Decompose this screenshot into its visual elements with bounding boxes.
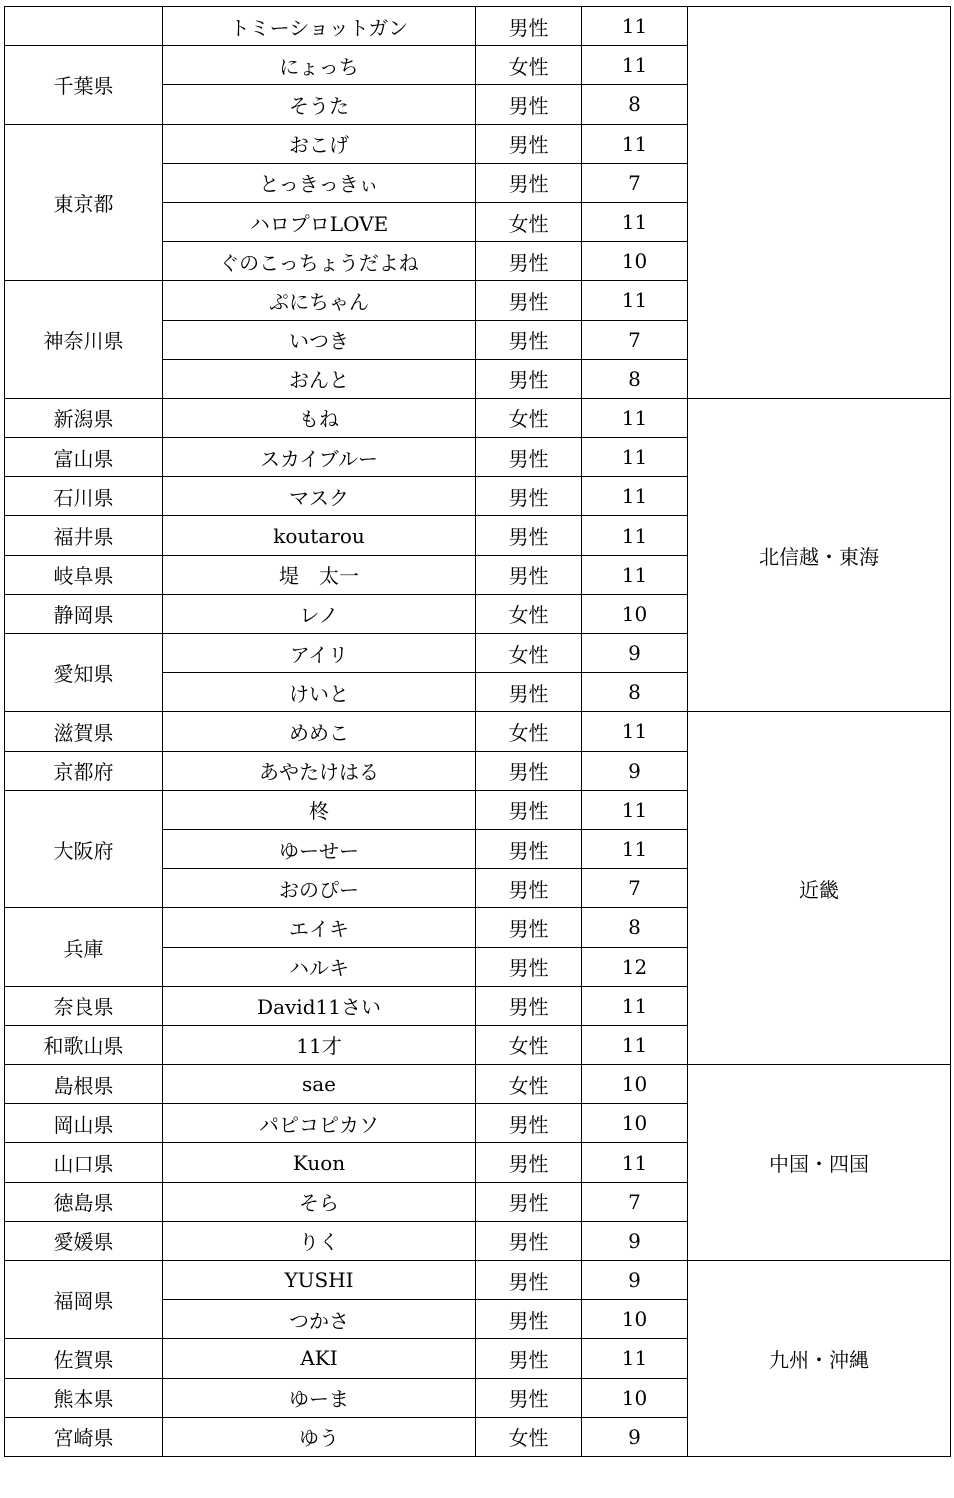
participant-name-cell: YUSHI — [163, 1261, 476, 1300]
gender-cell: 男性 — [476, 359, 582, 398]
table-row — [5, 7, 951, 46]
participant-name-cell: けいと — [163, 673, 476, 712]
region-cell — [688, 7, 951, 399]
age-cell: 10 — [582, 1065, 688, 1104]
prefecture-cell: 東京都 — [5, 124, 163, 281]
age-cell: 8 — [582, 359, 688, 398]
age-cell: 11 — [582, 438, 688, 477]
gender-cell: 男性 — [476, 1104, 582, 1143]
participant-name-cell: スカイブルー — [163, 438, 476, 477]
participant-name-cell: 柊 — [163, 790, 476, 829]
table-row — [5, 712, 951, 751]
prefecture-cell: 京都府 — [5, 751, 163, 790]
gender-cell: 男性 — [476, 242, 582, 281]
age-cell: 10 — [582, 594, 688, 633]
age-cell: 9 — [582, 1261, 688, 1300]
participant-name-cell: David11さい — [163, 986, 476, 1025]
age-cell: 10 — [582, 1378, 688, 1417]
participant-name-cell: ゆーま — [163, 1378, 476, 1417]
gender-cell: 女性 — [476, 712, 582, 751]
age-cell: 10 — [582, 242, 688, 281]
gender-cell: 男性 — [476, 1300, 582, 1339]
gender-cell: 男性 — [476, 438, 582, 477]
prefecture-cell: 熊本県 — [5, 1378, 163, 1417]
participant-name-cell: ゆーせー — [163, 829, 476, 868]
participant-name-cell: 11才 — [163, 1025, 476, 1064]
prefecture-cell: 兵庫 — [5, 908, 163, 986]
participant-name-cell: そうた — [163, 85, 476, 124]
age-cell: 7 — [582, 1182, 688, 1221]
gender-cell: 男性 — [476, 869, 582, 908]
participant-name-cell: AKI — [163, 1339, 476, 1378]
participant-name-cell: とっきっきぃ — [163, 163, 476, 202]
participant-name-cell: おのぴー — [163, 869, 476, 908]
age-cell: 11 — [582, 516, 688, 555]
age-cell: 8 — [582, 673, 688, 712]
age-cell: 10 — [582, 1300, 688, 1339]
gender-cell: 男性 — [476, 1261, 582, 1300]
prefecture-cell: 山口県 — [5, 1143, 163, 1182]
prefecture-cell: 佐賀県 — [5, 1339, 163, 1378]
prefecture-cell: 静岡県 — [5, 594, 163, 633]
gender-cell: 男性 — [476, 7, 582, 46]
gender-cell: 男性 — [476, 281, 582, 320]
age-cell: 7 — [582, 163, 688, 202]
gender-cell: 男性 — [476, 673, 582, 712]
gender-cell: 女性 — [476, 1417, 582, 1456]
gender-cell: 女性 — [476, 398, 582, 437]
table-row — [5, 398, 951, 437]
age-cell: 12 — [582, 947, 688, 986]
gender-cell: 男性 — [476, 1143, 582, 1182]
age-cell: 10 — [582, 1104, 688, 1143]
participant-name-cell: にょっち — [163, 46, 476, 85]
region-cell: 中国・四国 — [688, 1065, 951, 1261]
participant-name-cell: 堤 太一 — [163, 555, 476, 594]
age-cell: 11 — [582, 477, 688, 516]
prefecture-cell: 宮崎県 — [5, 1417, 163, 1456]
table-row — [5, 1261, 951, 1300]
participants-table-body — [5, 7, 951, 1457]
age-cell: 9 — [582, 1417, 688, 1456]
age-cell: 11 — [582, 202, 688, 241]
participant-name-cell: ハルキ — [163, 947, 476, 986]
participant-name-cell: そら — [163, 1182, 476, 1221]
prefecture-cell: 岡山県 — [5, 1104, 163, 1143]
gender-cell: 男性 — [476, 790, 582, 829]
age-cell: 9 — [582, 751, 688, 790]
prefecture-cell: 岐阜県 — [5, 555, 163, 594]
age-cell: 11 — [582, 555, 688, 594]
gender-cell: 女性 — [476, 202, 582, 241]
gender-cell: 男性 — [476, 163, 582, 202]
participant-name-cell: パピコピカソ — [163, 1104, 476, 1143]
participant-name-cell: いつき — [163, 320, 476, 359]
age-cell: 9 — [582, 1221, 688, 1260]
prefecture-cell: 福井県 — [5, 516, 163, 555]
gender-cell: 男性 — [476, 1378, 582, 1417]
region-cell: 九州・沖縄 — [688, 1261, 951, 1457]
age-cell: 11 — [582, 281, 688, 320]
participant-name-cell: もね — [163, 398, 476, 437]
participant-name-cell: おんと — [163, 359, 476, 398]
region-cell: 近畿 — [688, 712, 951, 1065]
prefecture-cell: 千葉県 — [5, 46, 163, 124]
participant-name-cell: つかさ — [163, 1300, 476, 1339]
participant-name-cell: エイキ — [163, 908, 476, 947]
age-cell: 7 — [582, 320, 688, 359]
age-cell: 11 — [582, 712, 688, 751]
age-cell: 9 — [582, 634, 688, 673]
prefecture-cell: 奈良県 — [5, 986, 163, 1025]
gender-cell: 男性 — [476, 947, 582, 986]
gender-cell: 男性 — [476, 908, 582, 947]
table-row — [5, 1065, 951, 1104]
gender-cell: 男性 — [476, 1182, 582, 1221]
participant-name-cell: Kuon — [163, 1143, 476, 1182]
participants-table — [4, 6, 951, 1457]
age-cell: 11 — [582, 1143, 688, 1182]
participant-name-cell: koutarou — [163, 516, 476, 555]
age-cell: 8 — [582, 85, 688, 124]
prefecture-cell: 新潟県 — [5, 398, 163, 437]
age-cell: 7 — [582, 869, 688, 908]
age-cell: 8 — [582, 908, 688, 947]
gender-cell: 男性 — [476, 751, 582, 790]
age-cell: 11 — [582, 124, 688, 163]
gender-cell: 女性 — [476, 1065, 582, 1104]
participant-name-cell: レノ — [163, 594, 476, 633]
participant-name-cell: sae — [163, 1065, 476, 1104]
participant-name-cell: ぐのこっちょうだよね — [163, 242, 476, 281]
region-cell: 北信越・東海 — [688, 398, 951, 712]
age-cell: 11 — [582, 46, 688, 85]
participant-name-cell: ぷにちゃん — [163, 281, 476, 320]
prefecture-cell: 福岡県 — [5, 1261, 163, 1339]
prefecture-cell: 愛媛県 — [5, 1221, 163, 1260]
participant-name-cell: トミーショットガン — [163, 7, 476, 46]
gender-cell: 男性 — [476, 1221, 582, 1260]
gender-cell: 男性 — [476, 477, 582, 516]
prefecture-cell: 石川県 — [5, 477, 163, 516]
gender-cell: 男性 — [476, 320, 582, 359]
participant-name-cell: あやたけはる — [163, 751, 476, 790]
prefecture-cell: 大阪府 — [5, 790, 163, 908]
age-cell: 11 — [582, 829, 688, 868]
prefecture-cell: 愛知県 — [5, 634, 163, 712]
gender-cell: 男性 — [476, 555, 582, 594]
age-cell: 11 — [582, 1339, 688, 1378]
participant-name-cell: おこげ — [163, 124, 476, 163]
gender-cell: 男性 — [476, 85, 582, 124]
prefecture-cell: 島根県 — [5, 1065, 163, 1104]
age-cell: 11 — [582, 1025, 688, 1064]
gender-cell: 男性 — [476, 829, 582, 868]
prefecture-cell: 神奈川県 — [5, 281, 163, 399]
gender-cell: 女性 — [476, 634, 582, 673]
age-cell: 11 — [582, 790, 688, 829]
age-cell: 11 — [582, 7, 688, 46]
gender-cell: 男性 — [476, 1339, 582, 1378]
gender-cell: 女性 — [476, 1025, 582, 1064]
prefecture-cell: 徳島県 — [5, 1182, 163, 1221]
gender-cell: 女性 — [476, 594, 582, 633]
prefecture-cell: 和歌山県 — [5, 1025, 163, 1064]
prefecture-cell — [5, 7, 163, 46]
gender-cell: 男性 — [476, 124, 582, 163]
gender-cell: 女性 — [476, 46, 582, 85]
prefecture-cell: 富山県 — [5, 438, 163, 477]
age-cell: 11 — [582, 986, 688, 1025]
participant-name-cell: ゆう — [163, 1417, 476, 1456]
participant-name-cell: マスク — [163, 477, 476, 516]
participant-name-cell: めめこ — [163, 712, 476, 751]
participant-name-cell: りく — [163, 1221, 476, 1260]
participant-name-cell: アイリ — [163, 634, 476, 673]
gender-cell: 男性 — [476, 986, 582, 1025]
prefecture-cell: 滋賀県 — [5, 712, 163, 751]
age-cell: 11 — [582, 398, 688, 437]
participant-name-cell: ハロプロLOVE — [163, 202, 476, 241]
gender-cell: 男性 — [476, 516, 582, 555]
